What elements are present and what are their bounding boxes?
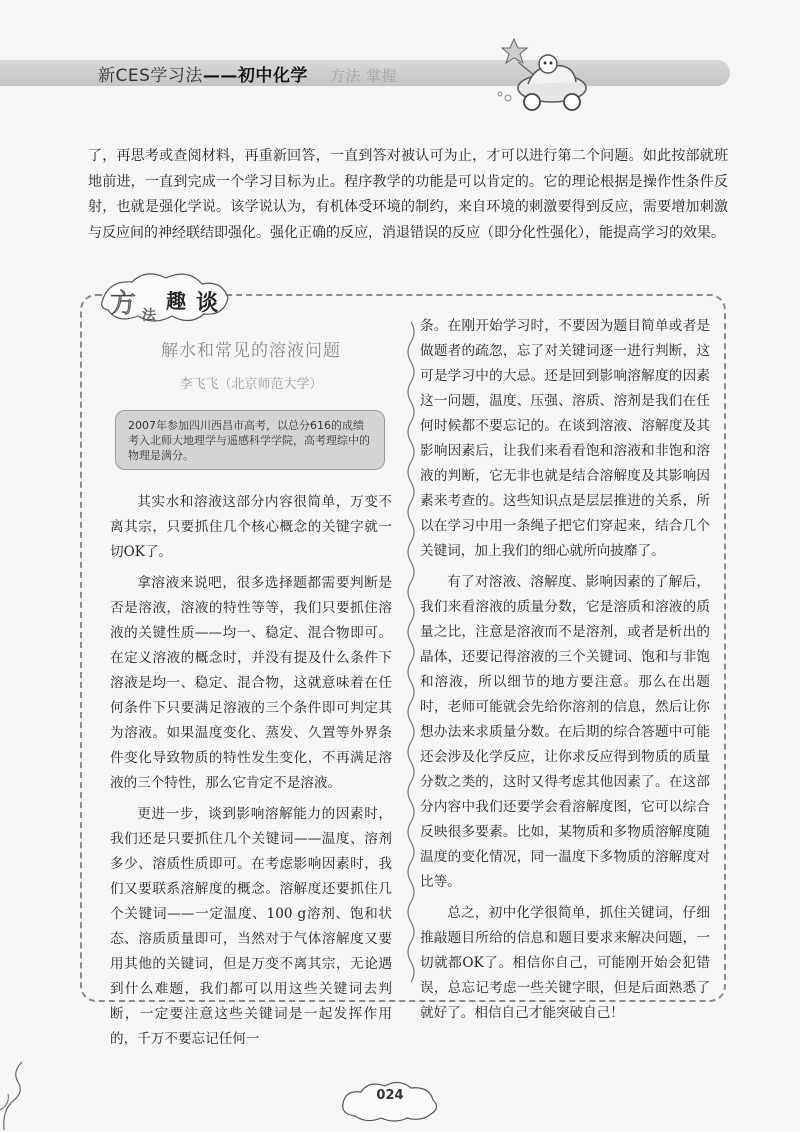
right-column: [420, 314, 710, 1026]
badge-char-4: 谈: [196, 291, 219, 316]
section-badge: [96, 268, 256, 328]
right-paragraph-2: 有了对溶液、溶解度、影响因素的了解后，我们来看溶液的质量分数，它是溶质和溶液的质量之比，注意是溶液而不是溶剂，或者是析出的晶体，还要记得溶液的三个关键词、饱和与非饱和溶液，所以细节的地方要注意。那么在出题时，老师可能就会先给你溶剂的信息，然后让你想办法来求质量分数。在后期的综合答题中可能还会涉及化学反应，让你求反应得到物质的质量分数之类的，这时又得考虑其他因素了。在这部分内容中我们还要学会看溶解度图，它可以综合反映很多要素。比如，某物质和多物质溶解度随温度的变化情况，同一温度下多物质的溶解度对比等。: [420, 574, 710, 890]
left-paragraph-1: 其实水和溶液这部分内容很简单，万变不离其宗，只要抓住几个核心概念的关键字就一切OK了。: [110, 494, 392, 560]
right-paragraph-1: 条。在刚开始学习时，不要因为题目简单或者是做题者的疏忽，忘了对关键词逐一进行判断，这可是学习中的大忌。还是回到影响溶解度的因素这一问题，温度、压强、溶质、溶剂是我们在任何时候都不要忘记的。在谈到溶液、溶解度及其影响因素后，让我们来看看饱和溶液和非饱和溶液的判断，它无非也就是结合溶解度及其影响因素来考查的。这些知识点是层层推进的关系，所以在学习中用一条绳子把它们穿起来，结合几个关键词，加上我们的细心就所向披靡了。: [420, 318, 710, 559]
left-paragraph-2: 拿溶液来说吧，很多选择题都需要判断是否是溶液，溶液的特性等等，我们只要抓住溶液的关键性质——均一、稳定、混合物即可。在定义溶液的概念时，并没有提及什么条件下溶液是均一、稳定、混合物，这就意味着在任何条件下只要满足溶液的三个条件即可判定其为溶液。如果温度变化、蒸发、久置等外界条件变化导致物质的特性发生变化，不再满足溶液的三个特性，那么它肯定不是溶液。: [110, 575, 392, 791]
article-author: 李飞飞（北京师范大学）: [179, 377, 323, 392]
header-title: [98, 61, 397, 86]
left-paragraph-3: 更进一步，谈到影响溶解能力的因素时，我们还是只要抓住几个关键词——温度、溶剂多少、溶质性质即可。在考虑影响因素时，我们又要联系溶解度的概念。溶解度还要抓住几个关键词——一定温度、100 g溶剂、饱和状态、溶质质量即可，当然对于气体溶解度又要用其他的关键词，但是万变不离其宗，无论遇到什么难题，我们都可以用这些关键词去判断，一定要注意这些关键词是一起发挥作用的，千万不要忘记任何一: [110, 806, 392, 1047]
page-number: 024: [376, 1088, 404, 1103]
column-divider: [404, 322, 418, 982]
badge-char-2: 法: [142, 308, 156, 324]
series-name: 新CES学习法: [98, 66, 203, 86]
author-bio-box: 2007年参加四川西昌市高考，以总分616的成绩考入北师大地理学与遥感科学学院，高考理综中的物理是满分。: [115, 410, 385, 470]
subject-name: 初中化学: [237, 66, 308, 86]
header-faint-text: 方法 掌握: [329, 67, 398, 85]
badge-char-1: 方: [110, 289, 137, 319]
intro-paragraph: 了，再思考或查阅材料，再重新回答，一直到答对被认可为止，才可以进行第二个问题。如此按部就班地前进，一直到完成一个学习目标为止。程序教学的功能是可以肯定的。它的理论根据是操作性条件反射，也就是强化学说。该学说认为，有机体受环境的制约，来自环境的刺激要得到反应，需要增加刺激与反应间的神经联结即强化。强化正确的反应，消退错误的反应（即分化性强化），能提高学习的效果。: [88, 148, 728, 241]
badge-char-3: 趣: [166, 289, 186, 313]
right-paragraph-3: 总之，初中化学很简单，抓住关键词，仔细推敲题目所给的信息和题目要求来解决问题，一切就都OK了。相信你自己，可能刚开始会犯错误，总忘记考虑一些关键字眼，但是后面熟悉了就好了。相信自己才能突破自己！: [420, 905, 710, 1021]
left-column: [110, 330, 392, 1052]
title-dash: ——: [202, 66, 238, 86]
page-number-badge: [335, 1076, 445, 1122]
article-title: 解水和常见的溶液问题: [161, 341, 341, 361]
cartoon-car-illustration: [490, 26, 600, 116]
corner-swirl-decoration: [0, 1050, 30, 1132]
